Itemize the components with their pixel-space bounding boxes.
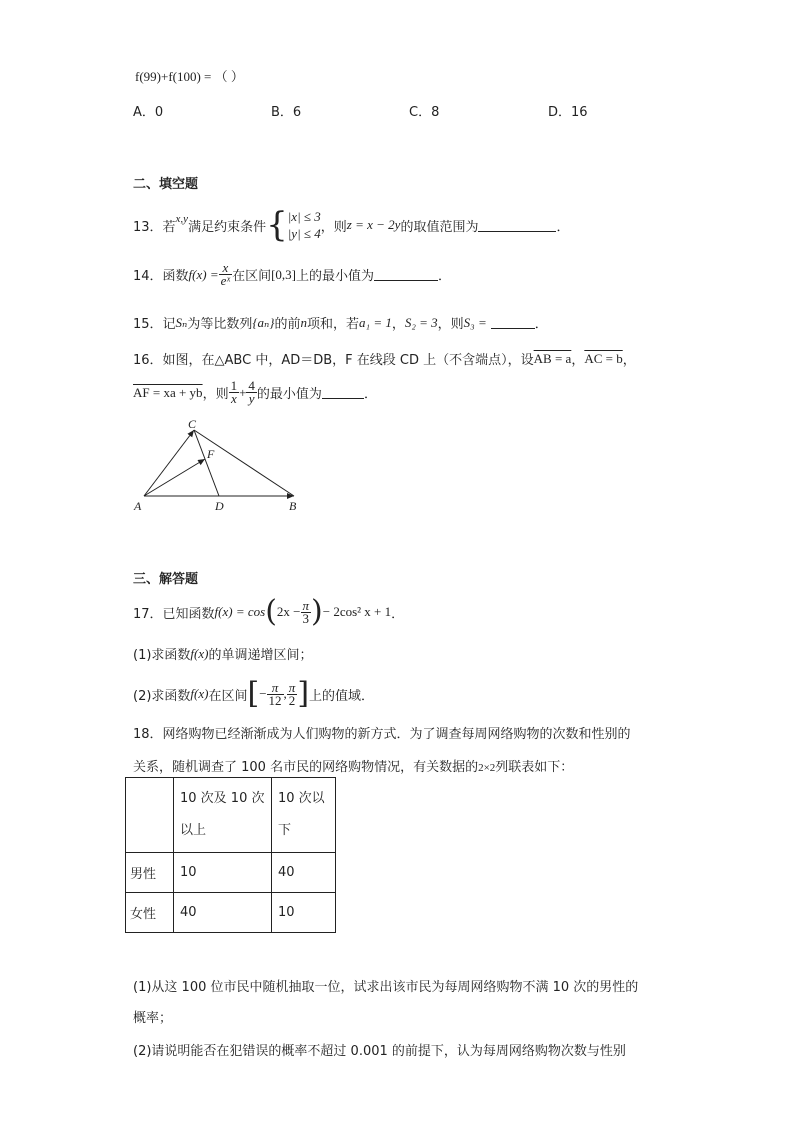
q16-text3: 的最小值为 <box>256 387 322 402</box>
q17-frac-denominator: 3 <box>302 610 310 626</box>
q14-number: 14．函数 <box>133 269 189 284</box>
contingency-table <box>125 777 336 933</box>
question-16-line-1 <box>133 349 636 368</box>
table-header-row <box>126 778 336 853</box>
q16-answer-blank[interactable] <box>322 386 364 399</box>
q17-part-1 <box>133 644 312 663</box>
q17-hi-fraction <box>287 679 298 708</box>
q14-answer-blank[interactable] <box>374 268 438 281</box>
q15-sep: ， <box>391 317 405 332</box>
q14-frac-numerator: x <box>219 262 232 275</box>
q18-part-1-cont: 概率； <box>133 1011 173 1026</box>
q17-lo-fraction <box>267 679 284 708</box>
label-b: B <box>289 499 297 513</box>
q13-text2: ，则 <box>320 219 347 235</box>
q17-number: 17．已知函数 <box>133 606 215 622</box>
q16-plus: + <box>239 384 247 400</box>
q18-line-2 <box>133 756 573 775</box>
label-d: D <box>215 499 224 513</box>
q16-text1: 16．如图，在△ABC 中，AD＝DB，F 在线段 CD 上（不含端点），设 <box>133 353 534 368</box>
q14-fraction <box>219 262 232 287</box>
q15-text1: 为等比数列 <box>187 317 253 332</box>
q17-p2-fx: f(x) <box>190 686 209 701</box>
q12-option-b: B．6 <box>271 105 302 120</box>
question-15 <box>133 313 548 332</box>
label-f: F <box>207 447 215 461</box>
q16-vector-af: AF = xa + yb <box>133 384 203 400</box>
q17-p2-text1: (2)求函数 <box>133 688 191 704</box>
q15-text3: 项和，若 <box>307 317 360 332</box>
q17-hi-numerator: π <box>288 679 296 695</box>
q17-function: f(x) = cos <box>214 604 266 619</box>
q17-p1-text2: 的单调递增区间； <box>208 648 313 663</box>
q17-end: ． <box>391 606 405 622</box>
q17-lo-denominator: 12 <box>268 692 282 708</box>
q16-sep: ， <box>571 353 585 368</box>
q18-line-1: 18．网络购物已经渐渐成为人们购物的新方式．为了调查每周网络购物的次数和性别的 <box>133 727 631 742</box>
q16-triangle-figure <box>130 418 310 518</box>
q13-number: 13．若 <box>133 219 176 235</box>
table-row <box>126 893 336 933</box>
q15-number: 15．记 <box>133 317 176 332</box>
q16-end1: ， <box>622 353 636 368</box>
q13-text3: 的取值范围为 <box>400 219 479 235</box>
q15-end: ． <box>534 317 548 332</box>
q17-lo-sign: − <box>259 686 267 701</box>
q18-table-size: 2×2 <box>478 762 496 774</box>
q12-option-d: D．16 <box>548 105 588 120</box>
q12-option-c: C．8 <box>409 105 440 120</box>
q15-sn: Sₙ <box>175 314 188 330</box>
q17-paren-right: ) <box>311 594 323 629</box>
q15-sequence: {aₙ} <box>252 314 275 330</box>
q13-end: ． <box>556 219 570 235</box>
table-cell: 10 <box>174 853 272 893</box>
q13-brace: { <box>266 205 288 245</box>
table-cell: 40 <box>174 893 272 933</box>
q18-part-1: (1)从这 100 位市民中随机抽取一位，试求出该市民为每周网络购物不满 10 次的男性的 <box>133 980 639 995</box>
q17-frac-numerator: π <box>302 597 310 613</box>
q17-p1-fx: f(x) <box>190 645 209 661</box>
section-title-solve: 三、解答题 <box>133 572 199 587</box>
q14-frac-denominator: eˣ <box>220 273 231 288</box>
q15-n: n <box>300 314 308 330</box>
q14-text1: 在区间 <box>232 269 272 284</box>
q17-hi-denominator: 2 <box>288 692 296 708</box>
q12-option-a: A．0 <box>133 105 164 120</box>
q14-text2: 上的最小值为 <box>296 269 375 284</box>
q16-fraction-1 <box>229 380 240 405</box>
segment-cb <box>194 430 294 496</box>
q17-rest: − 2cos² x + 1 <box>322 604 392 619</box>
question-17 <box>133 594 405 629</box>
q14-function: f(x) = <box>188 266 219 282</box>
q17-paren-left: ( <box>265 594 277 629</box>
q13-constraint-1: |x| ≤ 3 <box>287 209 321 224</box>
vector-af-line <box>144 459 205 496</box>
q15-answer-blank[interactable] <box>491 316 535 329</box>
q14-interval: [0,3] <box>271 266 296 282</box>
table-row <box>126 853 336 893</box>
q17-comma: , <box>283 686 287 701</box>
q17-p1-text1: (1)求函数 <box>133 648 191 663</box>
q16-f1-numerator: 1 <box>230 378 238 393</box>
q14-end: ． <box>438 269 452 284</box>
q16-end2: ． <box>363 387 377 402</box>
q13-constraints <box>288 208 321 242</box>
table-cell: 女性 <box>126 893 174 933</box>
table-cell: 40 <box>272 853 336 893</box>
q13-constraint-2: |y| ≤ 4 <box>287 226 321 241</box>
table-cell: 10 <box>272 893 336 933</box>
table-header-cell <box>126 778 174 853</box>
q17-p2-text3: 上的值域． <box>309 688 375 704</box>
q15-s3: S₃ = <box>463 314 487 330</box>
section-title-fill-in: 二、填空题 <box>133 177 199 192</box>
table-cell: 男性 <box>126 853 174 893</box>
q17-part-2 <box>133 676 375 711</box>
q17-fraction <box>301 597 312 626</box>
vector-ac-line <box>144 430 194 496</box>
q16-f2-numerator: 4 <box>248 378 255 393</box>
q17-lo-numerator: π <box>267 682 284 695</box>
q16-fraction-2 <box>246 380 257 405</box>
q17-bracket-right: ] <box>297 676 310 711</box>
q16-f1-denominator: x <box>230 391 237 406</box>
q16-text2: ，则 <box>202 387 229 402</box>
q13-text: 满足约束条件 <box>188 219 267 235</box>
q17-inner: 2x − <box>276 604 301 619</box>
q12-expression: f(99)+f(100) = （ ） <box>135 69 244 84</box>
table-header-cell: 10 次以下 <box>272 778 336 853</box>
q15-text4: ，则 <box>437 317 464 332</box>
q17-p2-text2: 在区间 <box>208 688 248 704</box>
q16-vector-ac: AC = b <box>584 350 623 366</box>
q15-s2: S₂ = 3 <box>404 314 438 330</box>
label-a: A <box>134 499 142 513</box>
q13-vars: x,y <box>175 213 189 225</box>
q15-text2: 的前 <box>274 317 301 332</box>
q18-line-2a: 关系，随机调查了 100 名市民的网络购物情况，有关数据的 <box>133 760 479 775</box>
q16-f2-denominator: y <box>248 391 255 406</box>
question-16-line-2 <box>133 380 377 405</box>
label-c: C <box>188 418 197 431</box>
q17-bracket-left: [ <box>247 676 260 711</box>
q18-line-2b: 列联表如下： <box>495 760 574 775</box>
q18-part-2: (2)请说明能否在犯错误的概率不超过 0.001 的前提下，认为每周网络购物次数与性别 <box>133 1044 626 1059</box>
question-14 <box>133 262 451 287</box>
q16-vector-ab: AB = a <box>533 350 572 366</box>
table-header-cell: 10 次及 10 次以上 <box>174 778 272 853</box>
q13-answer-blank[interactable] <box>478 219 556 232</box>
q15-a1: a₁ = 1 <box>359 314 392 330</box>
question-13 <box>133 205 570 245</box>
q13-objective: z = x − 2y <box>346 217 401 232</box>
